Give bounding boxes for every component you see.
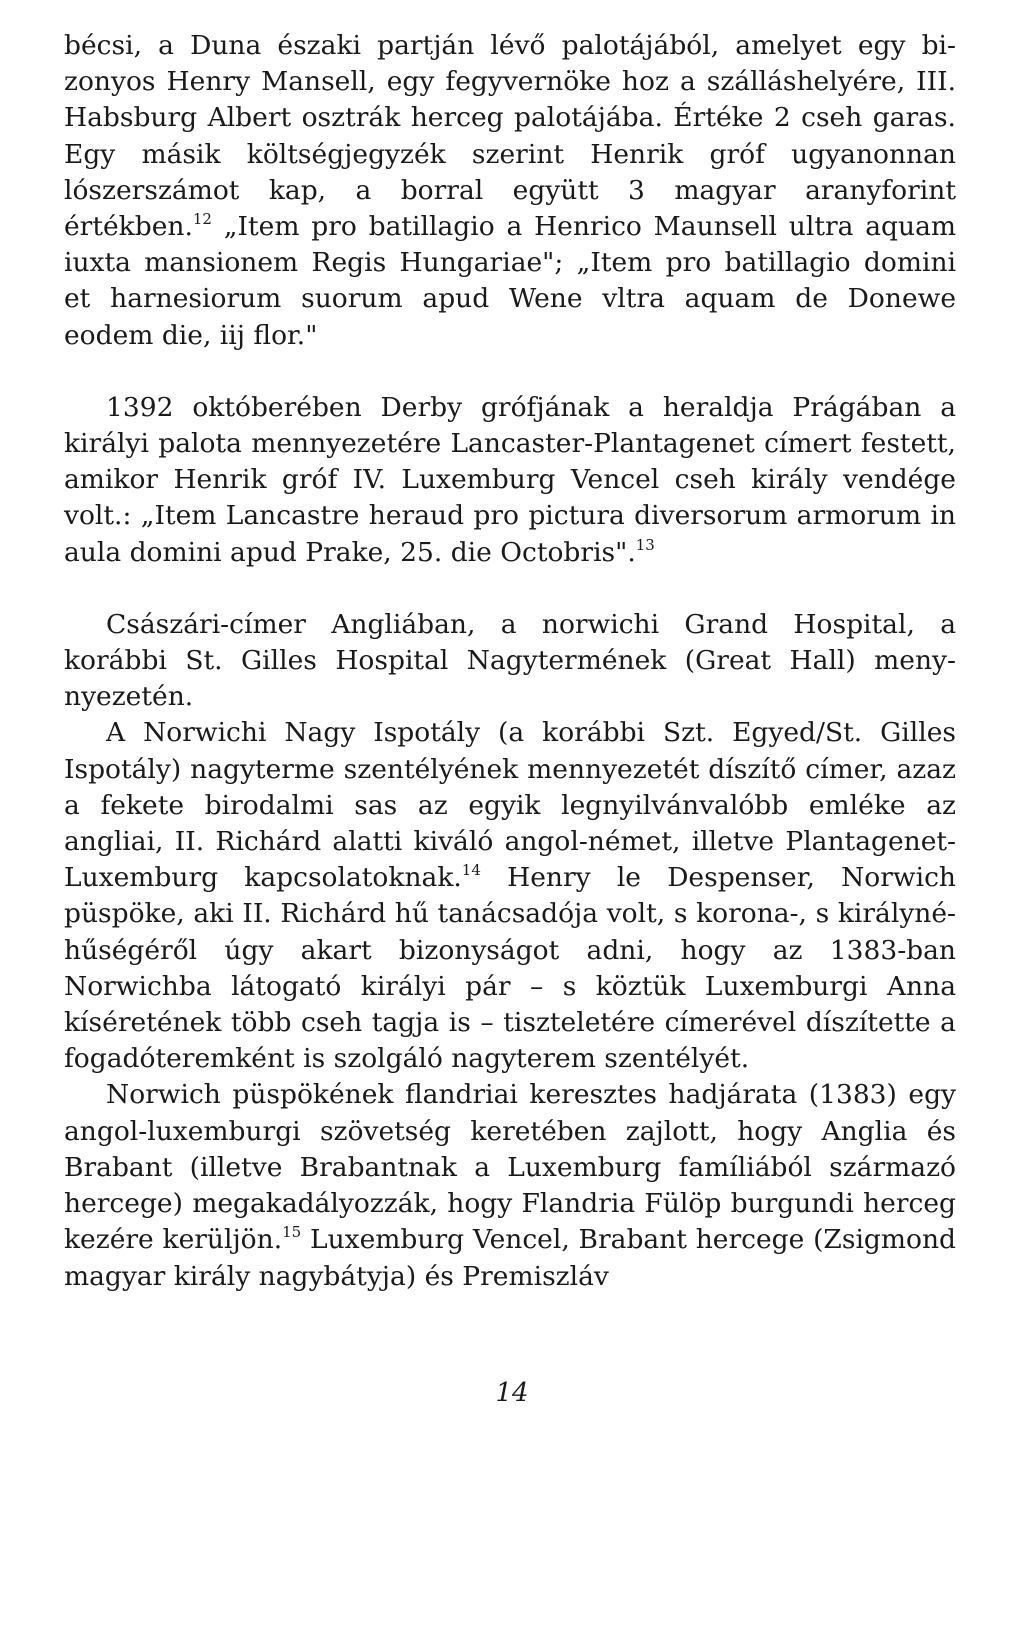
footnote-ref-13: 13 bbox=[635, 535, 655, 554]
paragraph-2 bbox=[64, 390, 956, 571]
paragraph-4 bbox=[64, 715, 956, 1077]
paragraph-text: A Norwichi Nagy Ispotály (a korábbi Szt. Egyed/St. Gilles Ispotály) nagyterme szentélyének mennyezetét díszítő címer, azaz a fekete birodalmi sas az egyik legnyilvánvalóbb emléke az angliai, II. Richárd alatti kiváló angol-német, illetve Plantagenet-Luxemburg kapcsolatoknak. bbox=[64, 717, 956, 894]
paragraph-text: 1392 októberében Derby grófjának a heraldja Prágában a királyi palota mennyezetére Lancaster-Plantagenet címert festett, amikor Henrik gróf IV. Luxemburg Vencel cseh király vendége volt.: „Item Lancastre heraud pro pictura diversorum armorum in aula domini apud Prake, 25. die Octobris". bbox=[64, 391, 956, 568]
paragraph-1 bbox=[64, 28, 956, 354]
footnote-ref-12: 12 bbox=[192, 210, 212, 229]
footnote-ref-14: 14 bbox=[461, 861, 481, 880]
paragraph-text: Luxemburg Vencel, Brabant hercege (Zsigmond magyar király nagybátyja) és Premiszláv bbox=[64, 1224, 956, 1292]
paragraph-3 bbox=[64, 607, 956, 716]
footnote-ref-15: 15 bbox=[282, 1223, 302, 1242]
paragraph-text: Henry le Despenser, Norwich püspöke, aki II. Richárd hű tanácsadója volt, s korona-, s királyné-hűségéről úgy akart bizonyságot adni, hogy az 1383-ban Norwichba látogató királyi pár – s köztük Luxemburgi Anna kíséretének több cseh tagja is – tiszteletére címerével díszítette a fogadóteremként is szolgáló nagyterem szentélyét. bbox=[64, 862, 956, 1075]
paragraph-text: Császári-címer Angliában, a norwichi Grand Hospital, a korábbi St. Gilles Hospital Nagytermének (Great Hall) menynyezetén. bbox=[64, 608, 956, 713]
paragraph-gap bbox=[64, 571, 956, 607]
paragraph-text: bécsi, a Duna északi partján lévő palotájából, amelyet egy bizonyos Henry Mansell, egy fegyvernöke hoz a szálláshelyére, III. Habsburg Albert osztrák herceg palotájába. Értéke 2 cseh garas. Egy másik költségjegyzék szerint Henrik gróf ugyanonnan lószerszámot kap, a borral együtt 3 magyar aranyforint értékben. bbox=[64, 30, 956, 243]
paragraph-text: Norwich püspökének flandriai keresztes hadjárata (1383) egy angol-luxemburgi szövetség keretében zajlott, hogy Anglia és Brabant (illetve Brabantnak a Luxemburg famíliából származó hercege) megakadályozzák, hogy Flandria Fülöp burgundi herceg kezére kerüljön. bbox=[64, 1079, 956, 1256]
paragraph-gap bbox=[64, 354, 956, 390]
paragraph-text: „Item pro batillagio a Henrico Maunsell ultra aquam iuxta mansionem Regis Hungariae"; „Item pro batillagio domini et harnesiorum suorum apud Wene vltra aquam de Donewe eodem die, iij flor." bbox=[64, 211, 956, 351]
page-number: 14 bbox=[495, 1378, 529, 1408]
document-page bbox=[64, 28, 956, 1295]
paragraph-5 bbox=[64, 1077, 956, 1294]
